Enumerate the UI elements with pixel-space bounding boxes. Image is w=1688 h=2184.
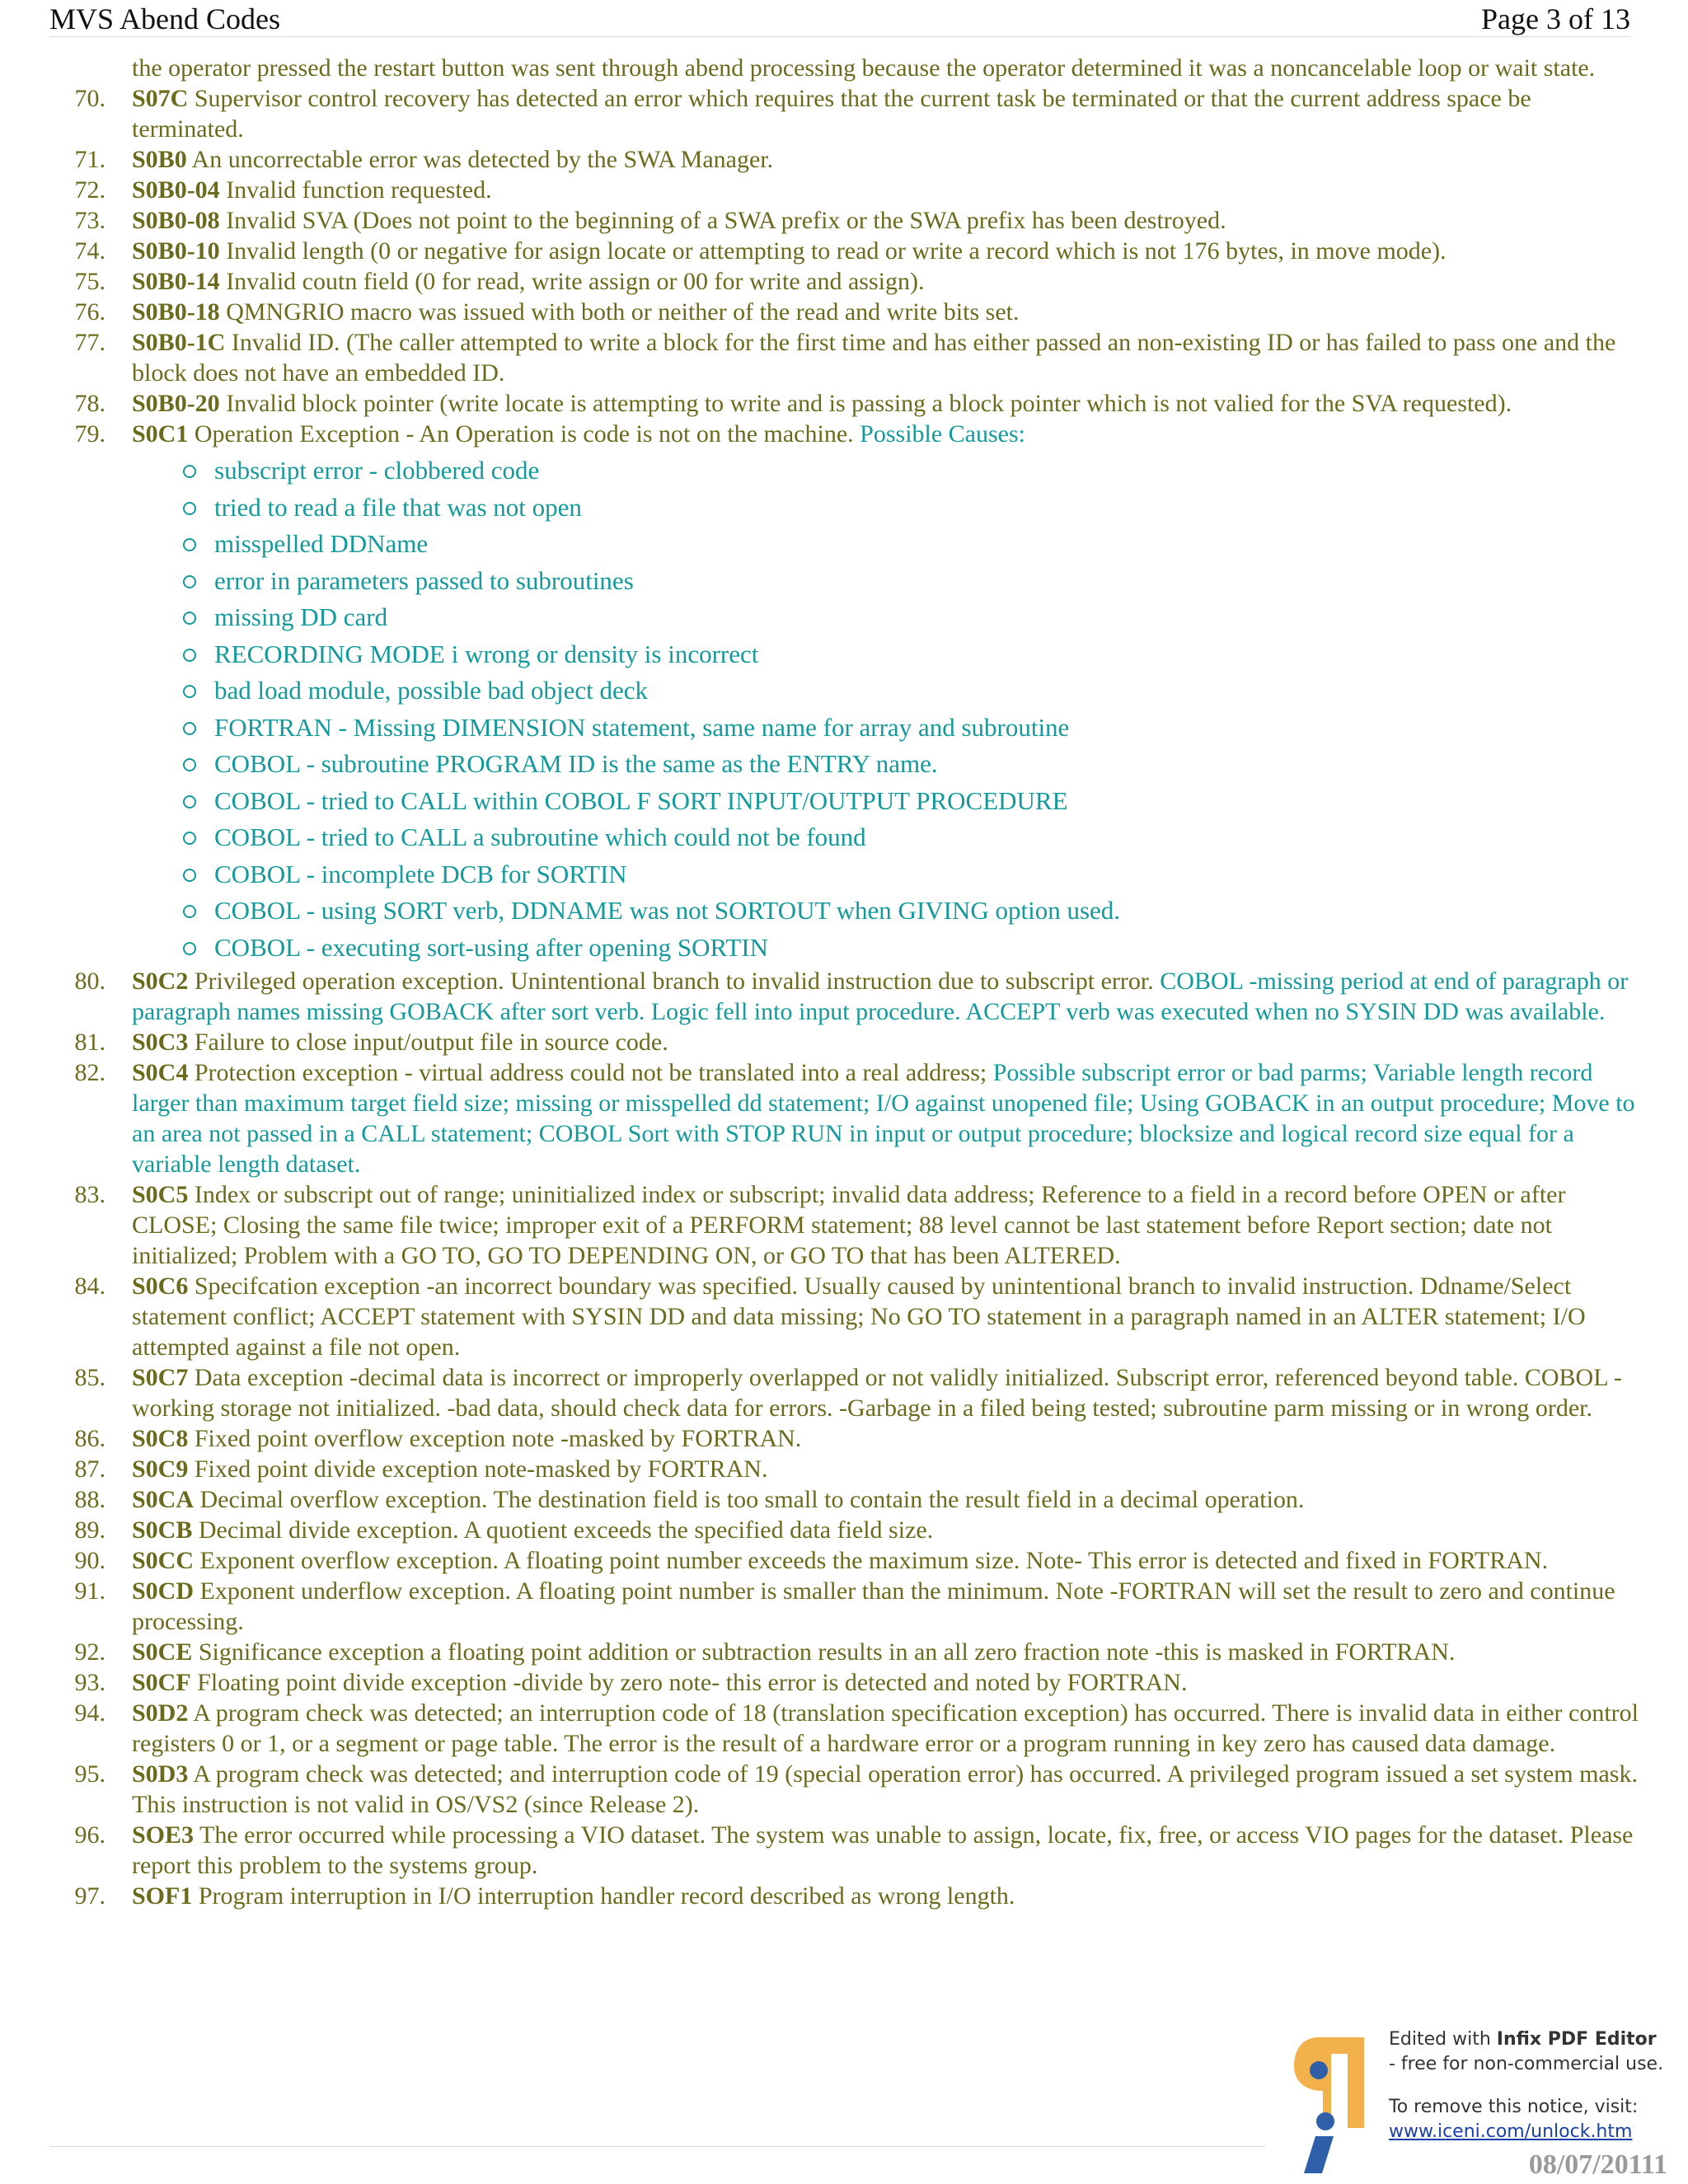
cause-text: FORTRAN - Missing DIMENSION statement, same name for array and subroutine: [214, 712, 1070, 742]
item-description: Privileged operation exception. Unintentional branch to invalid instruction due to subscript error.: [188, 968, 1160, 995]
item-number: 94.: [74, 1699, 106, 1727]
item-description: Invalid function requested.: [219, 176, 492, 204]
cause-text: tried to read a file that was not open: [214, 492, 582, 522]
cause-item: [214, 563, 1640, 600]
item-description: Invalid coutn field (0 for read, write assign or 00 for write and assign).: [219, 268, 925, 295]
circle-bullet-icon: [183, 465, 196, 478]
item-description: Significance exception a floating point addition or subtraction results in an all zero fraction note -this is masked in FORTRAN.: [192, 1638, 1456, 1666]
item-description: The error occurred while processing a VIO dataset. The system was unable to assign, locate, fix, free, or access VIO pages for the dataset. Please report this problem to the systems group.: [132, 1821, 1634, 1879]
list-item: [74, 1698, 1640, 1759]
circle-bullet-icon: [183, 905, 196, 918]
list-item: [74, 205, 1640, 236]
abend-code: S0C8: [132, 1425, 189, 1452]
abend-code: S0C3: [132, 1029, 189, 1056]
list-item: [74, 1423, 1640, 1454]
circle-bullet-icon: [183, 758, 196, 771]
list-item: [74, 1820, 1640, 1881]
cause-text: COBOL - subroutine PROGRAM ID is the same as the ENTRY name.: [214, 749, 938, 778]
abend-code: SOE3: [132, 1821, 195, 1849]
item-number: 71.: [74, 146, 106, 173]
item-number: 96.: [74, 1821, 106, 1849]
list-item: [74, 1484, 1640, 1515]
list-item: [74, 1759, 1640, 1820]
item-number: 92.: [74, 1638, 106, 1666]
list-item: [74, 236, 1640, 266]
item-number: 84.: [74, 1272, 106, 1300]
cause-text: COBOL - using SORT verb, DDNAME was not SORTOUT when GIVING option used.: [214, 896, 1121, 925]
notice-prefix: Edited with: [1389, 2029, 1497, 2050]
abend-code: S0B0-20: [132, 390, 220, 417]
item-note: COBOL -missing period at end of paragraph or paragraph names missing GOBACK after sort verb. Logic fell into input procedure. ACCEPT verb was executed when no SYSIN DD was available.: [132, 968, 1629, 1025]
list-item: [74, 83, 1640, 144]
cause-text: error in parameters passed to subroutines: [214, 565, 634, 595]
circle-bullet-icon: [183, 612, 196, 625]
abend-code: S0D3: [132, 1760, 189, 1788]
cause-item: [214, 452, 1640, 490]
circle-bullet-icon: [183, 832, 196, 845]
abend-code: S0B0-04: [132, 176, 220, 204]
item-description: Invalid SVA (Does not point to the beginning of a SWA prefix or the SWA prefix has been destroyed.: [219, 207, 1226, 234]
item-description: Index or subscript out of range; uninitialized index or subscript; invalid data address; Reference to a field in a record before OPEN or after CLOSE; Closing the same file twice; improper exit of a PERFORM statement; 88 level cannot be last statement before Report section; date not initialized; Problem with a GO TO, GO TO DEPENDING ON, or GO TO that has been ALTERED.: [132, 1181, 1566, 1269]
abend-code: S0C5: [132, 1181, 189, 1208]
item-number: 79.: [74, 420, 106, 448]
list-item: [74, 1637, 1640, 1667]
item-number: 73.: [74, 207, 106, 234]
notice-text: [1389, 2027, 1663, 2144]
list-item: [74, 1362, 1640, 1423]
item-description: Operation Exception - An Operation is code is not on the machine.: [188, 420, 860, 448]
item-description: Protection exception - virtual address could not be translated into a real address;: [188, 1059, 993, 1086]
list-item: [74, 1515, 1640, 1545]
page-number: Page 3 of 13: [1481, 2, 1630, 35]
abend-code: S0B0-10: [132, 237, 220, 265]
item-description: Invalid length (0 or negative for asign locate or attempting to read or write a record which is not 176 bytes, in move mode).: [219, 237, 1447, 265]
cause-item: [214, 710, 1640, 747]
cause-item: [214, 636, 1640, 673]
list-item: [74, 175, 1640, 205]
item-number: 72.: [74, 176, 106, 204]
item-number: 80.: [74, 968, 106, 995]
item-number: 97.: [74, 1882, 106, 1910]
item-number: 76.: [74, 298, 106, 326]
item-description: Floating point divide exception -divide by zero note- this error is detected and noted by FORTRAN.: [190, 1669, 1188, 1696]
print-date: 08/07/20111: [1528, 2149, 1667, 2180]
possible-causes-list: [132, 452, 1640, 966]
item-number: 95.: [74, 1760, 106, 1788]
item-number: 83.: [74, 1181, 106, 1208]
abend-code: S0CF: [132, 1669, 191, 1696]
cause-text: COBOL - tried to CALL a subroutine which could not be found: [214, 823, 866, 851]
list-item: [74, 266, 1640, 297]
item-note: Possible Causes:: [860, 420, 1026, 448]
cause-item: [214, 526, 1640, 563]
infix-logo-icon: [1286, 2029, 1385, 2177]
circle-bullet-icon: [183, 722, 196, 735]
item-number: 70.: [74, 85, 106, 112]
notice-instruction: To remove this notice, visit:: [1389, 2097, 1639, 2117]
continuation-text: the operator pressed the restart button was sent through abend processing because the operator determined it was a noncancelable loop or wait state.: [132, 54, 1596, 82]
item-description: Invalid block pointer (write locate is attempting to write and is passing a block pointer which is not valied for the SVA requested).: [219, 390, 1512, 417]
circle-bullet-icon: [183, 575, 196, 588]
item-description: QMNGRIO macro was issued with both or neither of the read and write bits set.: [219, 298, 1020, 326]
item-description: Specifcation exception -an incorrect boundary was specified. Usually caused by unintentional branch to invalid instruction. Ddname/Select statement conflict; ACCEPT statement with SYSIN DD and data missing; No GO TO statement in a paragraph named in an ALTER statement; I/O attempted against a file not open.: [132, 1272, 1586, 1361]
list-item: [74, 144, 1640, 175]
item-number: 85.: [74, 1364, 106, 1391]
cause-item: [214, 490, 1640, 527]
item-description: Data exception -decimal data is incorrect or improperly overlapped or not validly initialized. Subscript error, referenced beyond table. COBOL -working storage not initialized. -bad data, should check data for errors. -Garbage in a filed being tested; subroutine parm missing or in wrong order.: [132, 1364, 1622, 1422]
item-number: 81.: [74, 1029, 106, 1056]
item-number: 74.: [74, 237, 106, 265]
item-number: 91.: [74, 1577, 106, 1605]
cause-text: misspelled DDName: [214, 529, 429, 558]
cause-item: [214, 819, 1640, 856]
circle-bullet-icon: [183, 538, 196, 551]
abend-code: S0B0-1C: [132, 329, 226, 356]
item-description: Decimal divide exception. A quotient exceeds the specified data field size.: [192, 1516, 934, 1544]
abend-code: S0CB: [132, 1516, 193, 1544]
circle-bullet-icon: [183, 502, 196, 515]
cause-item: [214, 746, 1640, 783]
editor-notice: [1265, 2011, 1677, 2184]
cause-item: [214, 783, 1640, 820]
item-description: Failure to close input/output file in source code.: [188, 1029, 668, 1056]
cause-text: subscript error - clobbered code: [214, 456, 540, 485]
list-item: [74, 1179, 1640, 1271]
item-number: 86.: [74, 1425, 106, 1452]
item-number: 77.: [74, 329, 106, 356]
circle-bullet-icon: [183, 942, 196, 955]
list-item: [74, 1881, 1640, 1911]
abend-code: S0CE: [132, 1638, 193, 1666]
page-header: [49, 0, 1630, 37]
item-note: Possible subscript error or bad parms; Variable length record larger than maximum target field size; missing or misspelled dd statement; I/O against unopened file; Using GOBACK in an output procedure; Move to an area not passed in a CALL statement; COBOL Sort with STOP RUN in input or output procedure; blocksize and logical record size equal for a variable length dataset.: [132, 1059, 1635, 1178]
abend-code: S0D2: [132, 1699, 189, 1727]
abend-code: S07C: [132, 85, 189, 112]
notice-brand: Infix PDF Editor: [1496, 2029, 1657, 2050]
abend-code: S0B0-08: [132, 207, 220, 234]
abend-code: S0C7: [132, 1364, 189, 1391]
list-item: [74, 1454, 1640, 1484]
item-description: Fixed point divide exception note-masked by FORTRAN.: [188, 1455, 768, 1483]
cause-text: RECORDING MODE i wrong or density is incorrect: [214, 639, 759, 668]
list-items: [0, 83, 1640, 1911]
cause-item: [214, 599, 1640, 636]
cause-text: bad load module, possible bad object deck: [214, 676, 649, 705]
list-item: [74, 1545, 1640, 1576]
item-number: 93.: [74, 1669, 106, 1696]
list-item: [74, 388, 1640, 419]
abend-code: S0C6: [132, 1272, 189, 1300]
abend-code: S0CC: [132, 1547, 195, 1574]
list-item: [74, 419, 1640, 966]
list-item: [74, 1057, 1640, 1179]
item-number: 88.: [74, 1486, 106, 1513]
circle-bullet-icon: [183, 649, 196, 662]
abend-code: S0C1: [132, 420, 189, 448]
list-item: [74, 1667, 1640, 1698]
circle-bullet-icon: [183, 869, 196, 882]
abend-code: S0B0-18: [132, 298, 220, 326]
abend-code: S0CD: [132, 1577, 195, 1605]
unlock-link[interactable]: www.iceni.com/unlock.htm: [1389, 2121, 1633, 2142]
item-number: 87.: [74, 1455, 106, 1483]
abend-code: SOF1: [132, 1882, 193, 1910]
cause-item: [214, 893, 1640, 930]
item-description: Fixed point overflow exception note -masked by FORTRAN.: [188, 1425, 802, 1452]
abend-code: S0B0-14: [132, 268, 220, 295]
abend-code-list: [0, 53, 1640, 1911]
cause-text: COBOL - incomplete DCB for SORTIN: [214, 859, 627, 888]
cause-text: missing DD card: [214, 602, 388, 631]
item-number: 78.: [74, 390, 106, 417]
cause-text: COBOL - executing sort-using after opening SORTIN: [214, 932, 768, 962]
item-number: 75.: [74, 268, 106, 295]
notice-license: - free for non-commercial use.: [1389, 2054, 1664, 2074]
item-number: 89.: [74, 1516, 106, 1544]
circle-bullet-icon: [183, 795, 196, 808]
abend-code: S0C9: [132, 1455, 189, 1483]
cause-item: [214, 856, 1640, 893]
item-description: Exponent underflow exception. A floating point number is smaller than the minimum. Note -FORTRAN will set the result to zero and continue processing.: [132, 1577, 1615, 1635]
item-number: 90.: [74, 1547, 106, 1574]
circle-bullet-icon: [183, 685, 196, 698]
abend-code: S0C2: [132, 968, 189, 995]
list-item: [74, 327, 1640, 388]
item-description: Supervisor control recovery has detected an error which requires that the current task be terminated or that the current address space be terminated.: [132, 85, 1531, 143]
list-item: [74, 1027, 1640, 1057]
item-description: Invalid ID. (The caller attempted to write a block for the first time and has either passed an non-existing ID or has failed to pass one and the block does not have an embedded ID.: [132, 329, 1616, 387]
cause-text: COBOL - tried to CALL within COBOL F SORT INPUT/OUTPUT PROCEDURE: [214, 785, 1068, 815]
item-description: A program check was detected; and interruption code of 19 (special operation error) has occurred. A privileged program issued a set system mask. This instruction is not valid in OS/VS2 (since Release 2).: [132, 1760, 1638, 1818]
cause-item: [214, 930, 1640, 967]
abend-code: S0CA: [132, 1486, 195, 1513]
item-description: Exponent overflow exception. A floating point number exceeds the maximum size. Note- This error is detected and fixed in FORTRAN.: [194, 1547, 1549, 1574]
item-number: 82.: [74, 1059, 106, 1086]
item-description: Decimal overflow exception. The destination field is too small to contain the result field in a decimal operation.: [194, 1486, 1305, 1513]
list-item: [74, 966, 1640, 1027]
abend-code: S0C4: [132, 1059, 189, 1086]
list-item: [74, 297, 1640, 327]
item-description: A program check was detected; an interruption code of 18 (translation specification exception) has occurred. There is invalid data in either control registers 0 or 1, or a segment or page table. The error is the result of a hardware error or a program running in key zero has caused data damage.: [132, 1699, 1639, 1757]
item-description: An uncorrectable error was detected by the SWA Manager.: [186, 146, 774, 173]
item-description: Program interruption in I/O interruption handler record described as wrong length.: [192, 1882, 1015, 1910]
list-item: [74, 1576, 1640, 1637]
abend-code: S0B0: [132, 146, 187, 173]
cause-item: [214, 673, 1640, 710]
document-title: MVS Abend Codes: [49, 2, 281, 35]
list-item: [74, 1271, 1640, 1362]
